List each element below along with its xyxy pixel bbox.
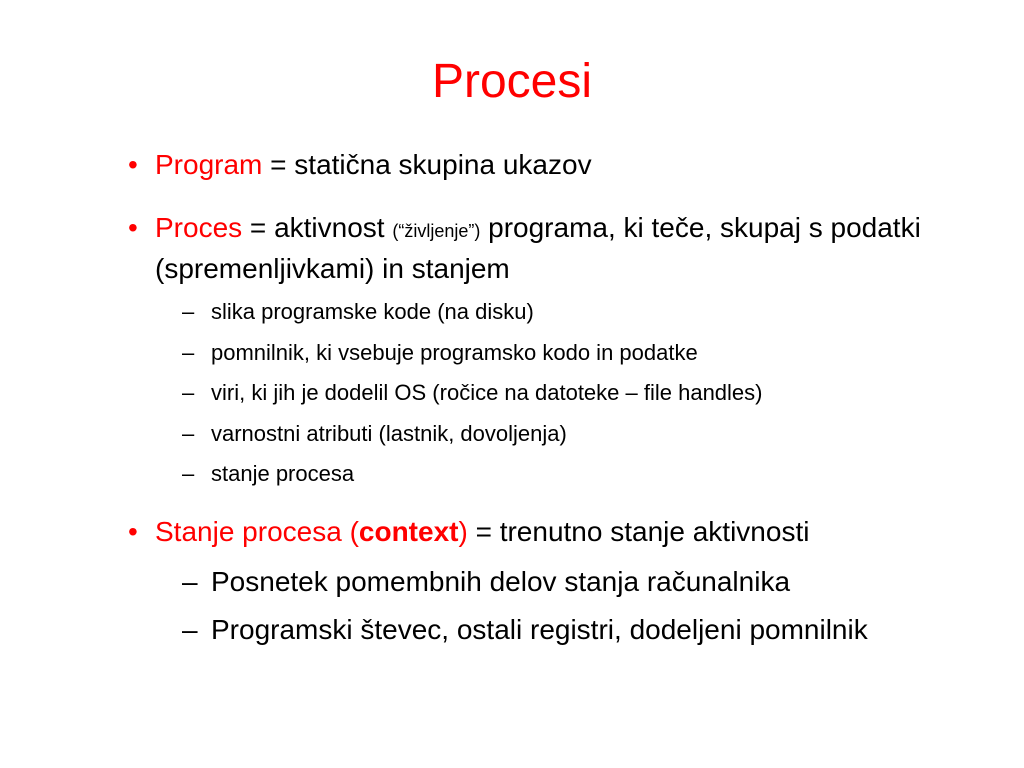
term-close-paren: ) [458, 516, 468, 547]
proces-note: (“življenje”) [392, 221, 481, 241]
term-proces: Proces [155, 212, 243, 243]
sub-item: – stanje procesa [182, 458, 962, 490]
dash-marker: – [182, 380, 195, 405]
dash-marker: – [182, 421, 195, 446]
sub-item: – Programski števec, ostali registri, dodeljeni pomnilnik [182, 611, 962, 649]
term-program: Program [155, 149, 263, 180]
proces-equals: = aktivnost [242, 212, 393, 243]
dash-marker: – [182, 340, 195, 365]
dash-marker: – [182, 299, 195, 324]
sub-item: – viri, ki jih je dodelil OS (ročice na datoteke – file handles) [182, 377, 962, 409]
sub-item: – pomnilnik, ki vsebuje programsko kodo in podatke [182, 337, 962, 369]
bullet-stanje-procesa [128, 513, 978, 551]
dash-marker: – [182, 566, 198, 597]
sub-item: – varnostni atributi (lastnik, dovoljenja) [182, 418, 962, 450]
term-context: context [358, 516, 459, 547]
bullet-proces [128, 209, 978, 288]
sub-item: – Posnetek pomembnih delov stanja računalnika [182, 563, 962, 601]
bullet-dot: • [128, 149, 138, 180]
sub-item: – slika programske kode (na disku) [182, 296, 962, 328]
definition-stanje-procesa: = trenutno stanje aktivnosti [467, 516, 810, 547]
dash-marker: – [182, 614, 198, 645]
definition-proces: programa, ki teče, skupaj s podatki (spremenljivkami) in stanjem [155, 212, 921, 284]
bullet-dot: • [128, 516, 138, 547]
definition-program: = statična skupina ukazov [262, 149, 592, 180]
term-stanje-procesa: Stanje procesa ( [155, 516, 359, 547]
bullet-dot: • [128, 212, 138, 243]
bullet-program [128, 146, 978, 184]
dash-marker: – [182, 461, 195, 486]
slide-title: Procesi [431, 55, 593, 108]
